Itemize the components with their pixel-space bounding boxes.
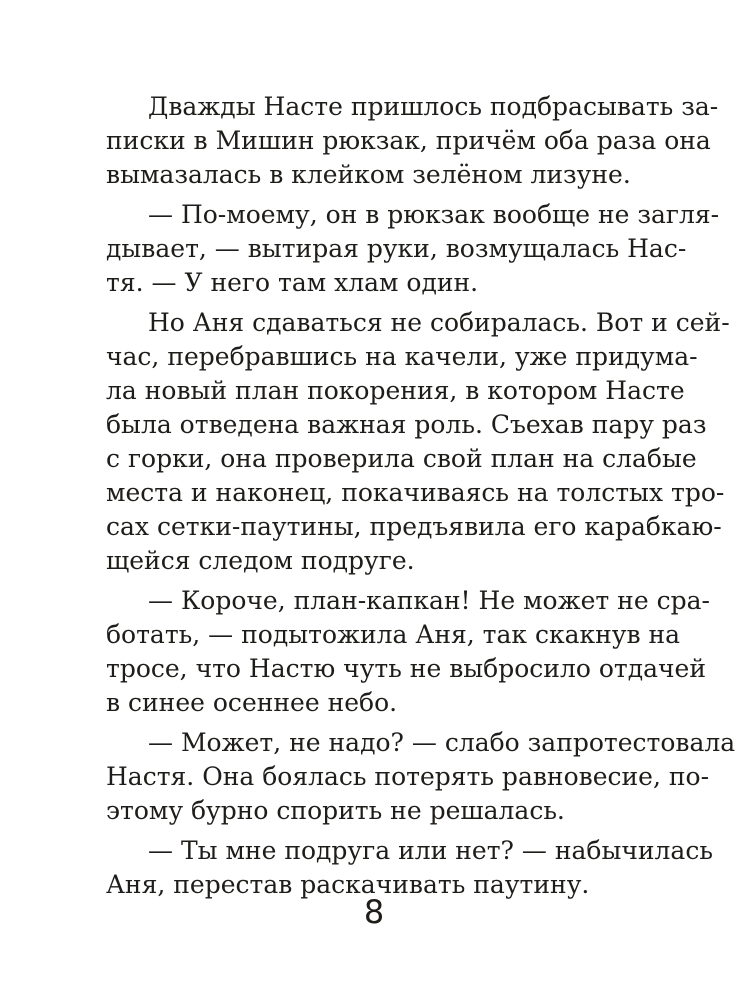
text-line: — Может, не надо? — слабо запротестовала [148, 728, 736, 757]
text-line: сах сетки-паутины, предъявила его карабкаю- [106, 512, 722, 541]
text-line: — По-моему, он в рюкзак вообще не загля- [148, 200, 720, 229]
text-line: тросе, что Настю чуть не выбросило отдачей [106, 654, 706, 683]
paragraph [106, 90, 719, 192]
text-line: вымазалась в клейком зелёном лизуне. [106, 160, 631, 189]
text-line: дывает, — вытирая руки, возмущалась Нас- [106, 234, 687, 263]
text-line: была отведена важная роль. Съехав пару раз [106, 410, 707, 439]
text-line: час, перебравшись на качели, уже придума- [106, 342, 698, 371]
text-line: — Короче, план-капкан! Не может не сра- [148, 586, 710, 615]
text-line: писки в Мишин рюкзак, причём оба раза она [106, 126, 711, 155]
text-line: места и наконец, покачиваясь на толстых тро- [106, 478, 725, 507]
text-line: — Ты мне подруга или нет? — набычилась [148, 836, 713, 865]
text-line: в синее осеннее небо. [106, 688, 398, 717]
paragraph [106, 726, 736, 828]
text-line: щейся следом подруге. [106, 546, 415, 575]
text-line: с горки, она проверила свой план на слабые [106, 444, 697, 473]
paragraph [106, 306, 730, 578]
page-number: 8 [363, 893, 385, 931]
paragraph [106, 584, 710, 720]
paragraph [106, 198, 720, 300]
text-line: Но Аня сдаваться не собиралась. Вот и сей- [148, 308, 730, 337]
text-line: этому бурно спорить не решалась. [106, 796, 565, 825]
text-line: Настя. Она боялась потерять равновесие, по- [106, 762, 710, 791]
text-line: тя. — У него там хлам один. [106, 268, 479, 297]
text-line: Аня, перестав раскачивать паутину. [106, 870, 590, 899]
text-line: Дважды Насте пришлось подбрасывать за- [148, 92, 719, 121]
text-line: ла новый план покорения, в котором Насте [106, 376, 685, 405]
text-line: ботать, — подытожила Аня, так скакнув на [106, 620, 681, 649]
body-text [106, 90, 736, 908]
